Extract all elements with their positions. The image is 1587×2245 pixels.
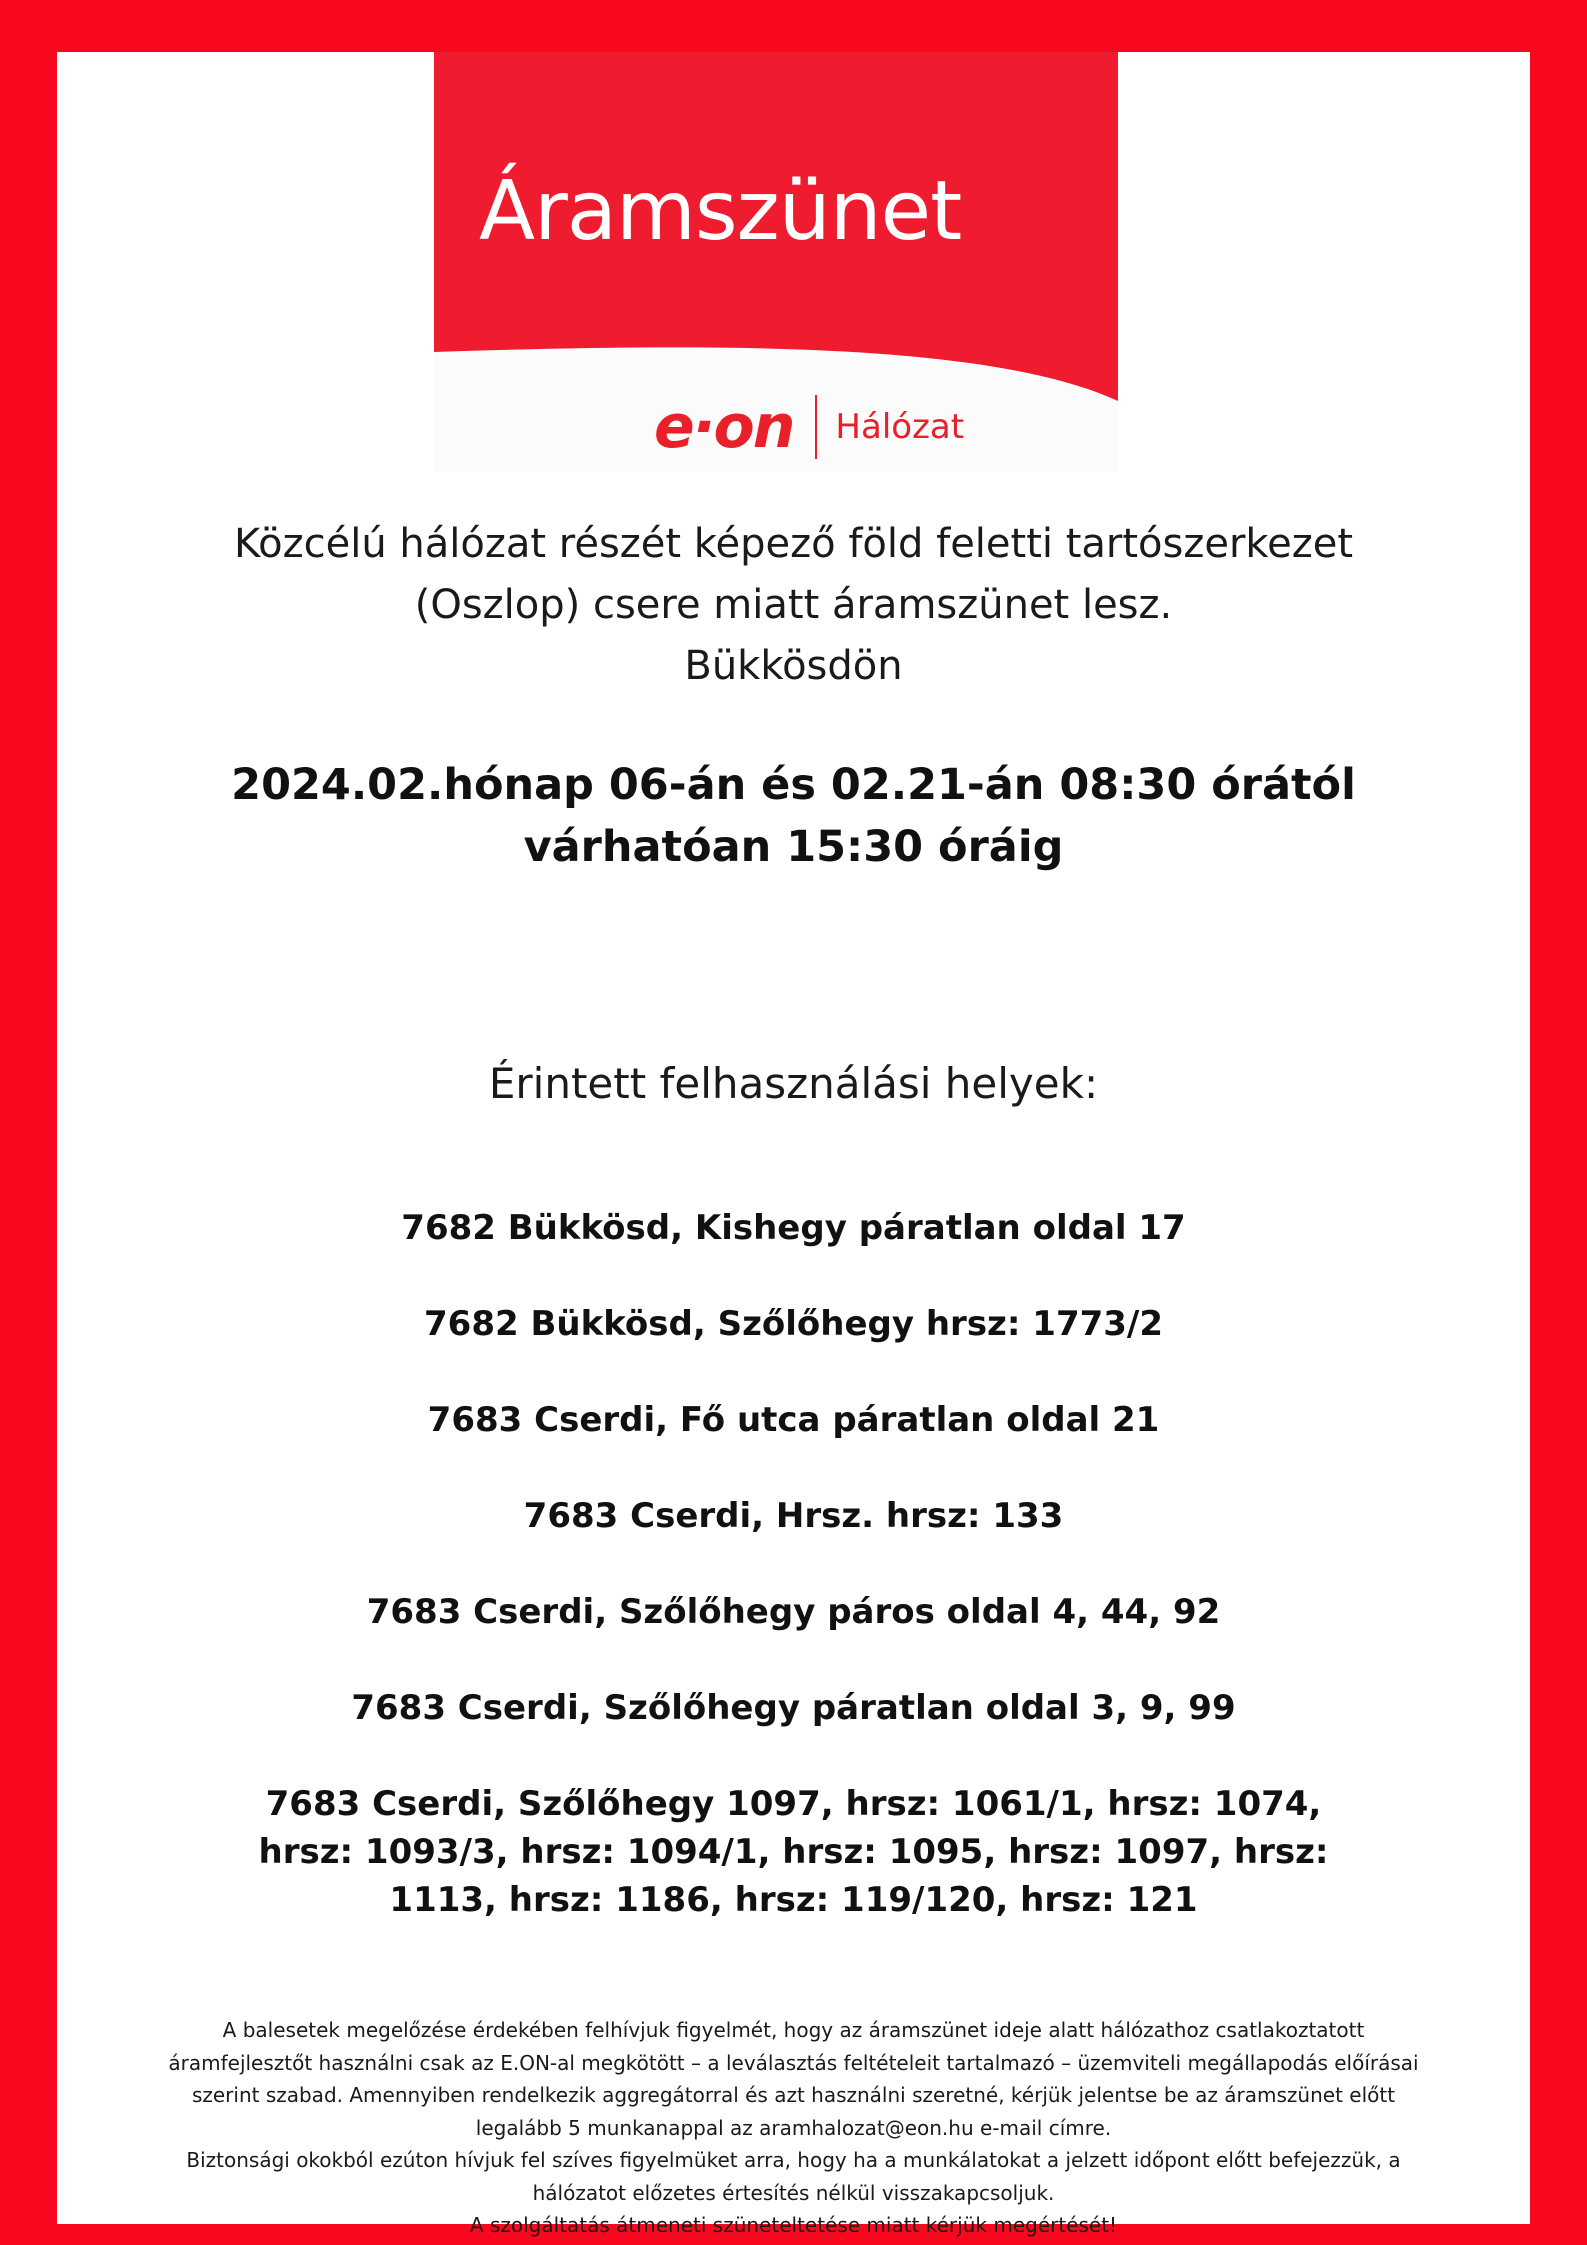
address-item: 7683 Cserdi, Szőlőhegy páros oldal 4, 44, 92 bbox=[366, 1592, 1221, 1632]
outage-reason-line: Közcélú hálózat részét képező föld feletti tartószerkezet bbox=[233, 521, 1354, 567]
header-banner bbox=[434, 52, 1118, 472]
eon-logo-mark: e·on bbox=[654, 392, 794, 462]
eon-logo bbox=[654, 392, 964, 462]
address-item: 7683 Cserdi, Szőlőhegy páratlan oldal 3, 9, 99 bbox=[351, 1688, 1236, 1728]
affected-locations-heading: Érintett felhasználási helyek: bbox=[488, 1059, 1099, 1108]
notice-paragraph: Biztonsági okokból ezúton hívjuk fel szíves figyelmüket arra, hogy ha a munkálatokat a jelzett időpont előtt befejezzük, a hálózatot előzetes értesítés nélkül visszakapcsoljuk. bbox=[186, 2148, 1401, 2205]
address-item: 7682 Bükkösd, Kishegy páratlan oldal 17 bbox=[401, 1208, 1186, 1248]
outage-reason bbox=[57, 514, 1530, 697]
poster-page bbox=[57, 52, 1530, 2237]
notice-paragraph: A balesetek megelőzése érdekében felhívjuk figyelmét, hogy az áramszünet ideje alatt hálózathoz csatlakoztatott áramfejlesztőt használni csak az E.ON-al megkötött – a leválasztás feltételeit tartalmazó – üzemviteli megállapodás előírásai szerint szabad. Amennyiben rendelkezik aggregátorral és azt használni szeretné, kérjük jelentse be az áramszünet előtt legalább 5 munkanappal az aramhalozat@eon.hu e-mail címre. bbox=[168, 2018, 1419, 2140]
address-item: 7683 Cserdi, Hrsz. hrsz: 133 bbox=[523, 1496, 1064, 1536]
logo-divider bbox=[815, 395, 817, 459]
address-item: 7682 Bükkösd, Szőlőhegy hrsz: 1773/2 bbox=[424, 1304, 1163, 1344]
outage-reason-line: (Oszlop) csere miatt áramszünet lesz. bbox=[414, 582, 1173, 628]
affected-address-list bbox=[57, 1204, 1530, 1924]
outage-end-time: várhatóan 15:30 óráig bbox=[523, 822, 1064, 872]
notice-closing: A szolgáltatás átmeneti szüneteltetése miatt kérjük megértését! bbox=[469, 2213, 1118, 2237]
address-item: 7683 Cserdi, Fő utca páratlan oldal 21 bbox=[427, 1400, 1160, 1440]
logo-subtitle: Hálózat bbox=[835, 407, 965, 447]
address-item: 7683 Cserdi, Szőlőhegy 1097, hrsz: 1061/1, hrsz: 1074, hrsz: 1093/3, hrsz: 1094/1, hrsz: 1095, hrsz: 1097, hrsz: 1113, hrsz: 1186, hrsz: 119/120, hrsz: 121 bbox=[258, 1784, 1329, 1920]
safety-notice bbox=[167, 2014, 1420, 2242]
outage-dates: 2024.02.hónap 06-án és 02.21-án 08:30 órától bbox=[231, 760, 1356, 810]
outage-schedule bbox=[57, 754, 1530, 878]
banner-title: Áramszünet bbox=[479, 164, 962, 259]
outage-location: Bükkösdön bbox=[684, 643, 903, 689]
